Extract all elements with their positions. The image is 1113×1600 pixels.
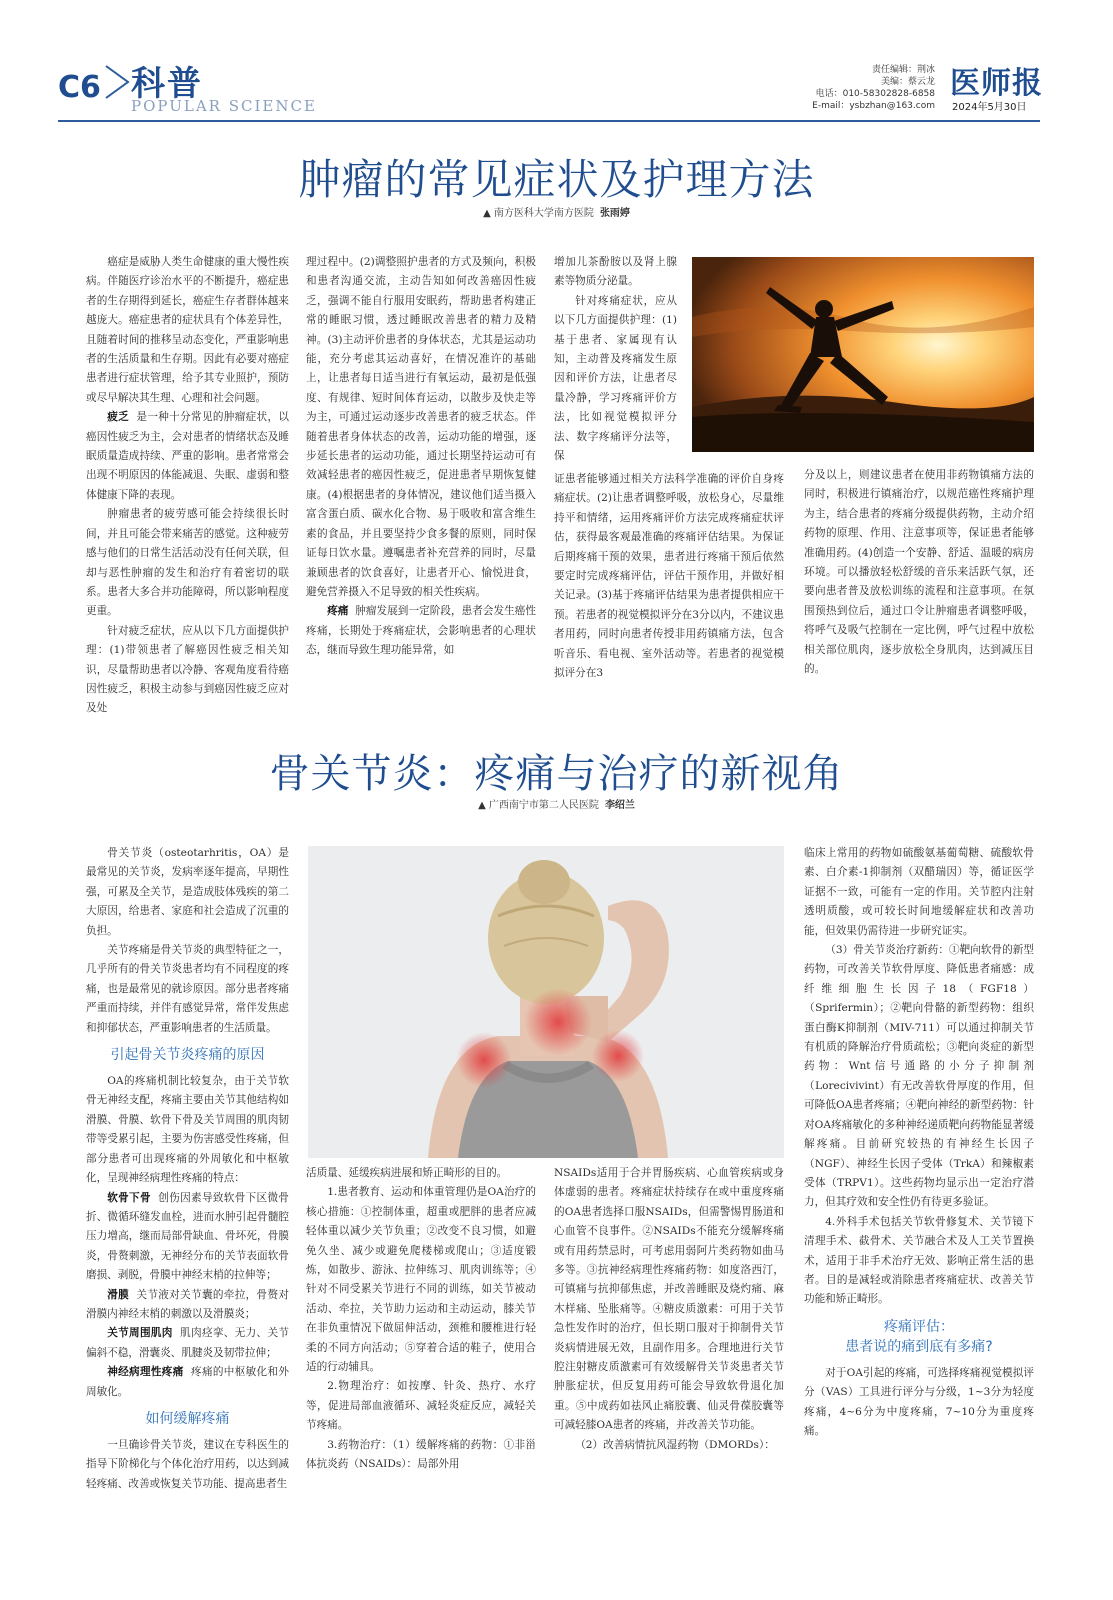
taichi-sunset-photo — [692, 257, 1034, 452]
article2-title: 骨关节炎：疼痛与治疗的新视角 — [269, 751, 844, 797]
page-number: C6 — [58, 70, 101, 105]
article2-byline — [0, 796, 1113, 811]
subheading-assessment: 疼痛评估： — [884, 1318, 954, 1335]
article1-column-3-top — [554, 253, 677, 466]
paper-logo: 医师报 — [950, 66, 1043, 101]
article1-column-1 — [86, 253, 289, 719]
paragraph: （2）改善病情抗风湿药物（DMORDs）： — [575, 1438, 775, 1451]
article1-column-2 — [306, 253, 536, 661]
article2-column-1 — [86, 844, 289, 1494]
article2-column-4 — [804, 844, 1034, 1441]
paragraph: （3）骨关节炎治疗新药：①靶向软骨的新型药物，可改善关节软骨厚度、降低患者痛感：成纤维细胞生长因子18（FGF18）（Sprifermin）；②靶向骨骼的新型药物：组织蛋白酶K抑制剂（MIV-711）可以通过抑制关节有机质的降解治疗骨质疏松；③靶向炎症的新型药物：Wnt信号通路的小分子抑制剂（Lorecivivint）有无改善软骨厚度的作用，但可降低OA患者疼痛；④靶向神经的新型药物：针对OA疼痛敏化的多种神经递质靶向药物能显著缓解疼痛。目前研究较热的有神经生长因子（NGF）、神经生长因子受体（TrkA）和辣椒素受体（TRPV1）。这些药物均显示出一定治疗潜力，但其疗效和安全性仍有待更多验证。 — [804, 944, 1034, 1209]
article1-byline — [0, 204, 1113, 219]
article1-column-4 — [804, 466, 1034, 679]
section-title: 科普 — [131, 64, 203, 104]
paragraph: 疼痛 肿瘤发展到一定阶段，患者会发生癌性疼痛，长期处于疼痛症状，会影响患者的心理状态，继而导致生理功能异常，如 — [306, 605, 536, 657]
article1-title: 肿瘤的常见症状及护理方法 — [298, 155, 815, 204]
neck-shoulder-pain-photo — [308, 846, 784, 1158]
subheading-relief: 如何缓解疼痛 — [145, 1410, 230, 1427]
paragraph: 疲乏 是一种十分常见的肿瘤症状，以癌因性疲乏为主，会对患者的情绪状态及睡眠质量造成持续、严重的影响。患者常常会出现不明原因的体能减退、失眠、虚弱和整体健康下降的表现。 — [86, 411, 289, 501]
header-rule — [58, 120, 1040, 122]
paragraph: 骨关节炎（osteotarhritis，OA）是最常见的关节炎，发病率逐年提高，早期性强，可累及全关节，是造成肢体残疾的第二大原因，给患者、家庭和社会造成了沉重的负担。 — [86, 847, 289, 937]
article2-column-2 — [306, 1164, 536, 1475]
paragraph: 一旦确诊骨关节炎，建议在专科医生的指导下阶梯化与个体化治疗用药，以达到减轻疼痛、改善或恢复关节功能、提高患者生 — [86, 1438, 289, 1490]
paragraph: 3.药物治疗：（1）缓解疼痛的药物：①非甾体抗炎药（NSAIDs）：局部外用 — [306, 1438, 536, 1471]
designer: 美编：蔡云龙 — [880, 77, 935, 87]
editor-info — [805, 64, 935, 112]
paragraph: 针对疼痛症状，应从以下几方面提供护理：(1)基于患者、家属现有认知，主动普及疼痛发生原因和评价方法，让患者尽量冷静，学习疼痛评价方法，比如视觉模拟评分法、数字疼痛评分法等，保 — [554, 294, 677, 463]
paragraph: NSAIDs适用于合并胃肠疾病、心血管疾病或身体虚弱的患者。疼痛症状持续存在或中重度疼痛的OA患者选择口服NSAIDs，但需警惕胃肠道和心血管不良事件。②NSAIDs不能充分缓解疼痛或有用药禁忌时，可考虑用弱阿片类药物如曲马多等。③抗神经病理性疼痛药物：如度洛西汀，可镇痛与抗抑郁焦虑，并改善睡眠及烧灼痛、麻木样痛、坠胀痛等。④糖皮质激素：可用于关节急性发作时的治疗，但长期口服对于抑制骨关节炎病情进展无效，且副作用多。合理地进行关节腔注射糖皮质激素可有效缓解骨关节炎患者关节肿胀症状，但反复用药可能会导致软骨退化加重。⑤中成药如祛风止痛胶囊、仙灵骨葆胶囊等可减轻膝OA患者的疼痛，并改善关节功能。 — [554, 1167, 784, 1432]
article2-column-3 — [554, 1164, 784, 1455]
paragraph: OA的疼痛机制比较复杂，由于关节软骨无神经支配，疼痛主要由关节其他结构如滑膜、骨膜、软骨下骨及关节周围的肌肉韧带等受累引起，主要为伤害感受性疼痛，但部分患者可出现疼痛的外周敏化和中枢敏化，呈现神经病理性疼痛的特点： — [86, 1075, 289, 1185]
lead-pain: 疼痛 — [327, 605, 349, 618]
byline-org: ▲ 南方医科大学南方医院 — [483, 208, 594, 219]
paragraph: 2.物理治疗：如按摩、针灸、热疗、水疗等，促进局部血液循环、减轻炎症反应，减轻关节疼痛。 — [306, 1380, 536, 1432]
paragraph: 神经病理性疼痛 疼痛的中枢敏化和外周敏化。 — [86, 1366, 289, 1398]
editor: 责任编辑：荆冰 — [871, 65, 935, 75]
byline-author: 李绍兰 — [604, 800, 635, 811]
section-title-en: POPULAR SCIENCE — [131, 97, 317, 115]
paragraph: 4.外科手术包括关节软骨修复术、关节镜下清理手术、截骨术、关节融合术及人工关节置换术，适用于非手术治疗无效、影响正常生活的患者。目的是减轻或消除患者疼痛症状、改善关节功能和矫正畸形。 — [804, 1215, 1034, 1306]
byline-org: ▲ 广西南宁市第二人民医院 — [478, 800, 599, 811]
email: E-mail：ysbzhan@163.com — [812, 101, 935, 111]
paragraph: 关节疼痛是骨关节炎的典型特征之一，几乎所有的骨关节炎患者均有不同程度的疼痛，也是最常见的就诊原因。部分患者疼痛严重而持续，并伴有感觉异常，常伴发焦虑和抑郁状态，严重影响患者的生活质量。 — [86, 944, 289, 1034]
phone: 电话：010-58302828-6858 — [815, 89, 935, 99]
paragraph: 软骨下骨 创伤因素导致软骨下区微骨折、微循环缝发血栓，进而水肿引起骨髓腔压力增高，继而局部骨缺血、骨坏死，骨膜炎，骨赘刺激，无神经分布的关节表面软骨磨损、剥脱，骨膜中神经末梢的拉伸等； — [86, 1191, 289, 1282]
paragraph: 证患者能够通过相关方法科学准确的评价自身疼痛症状。(2)让患者调整呼吸，放松身心，尽量维持平和情绪，运用疼痛评价方法完成疼痛症状评估，获得最客观最准确的疼痛评估结果。为保证后期疼痛干预的效果，患者进行疼痛干预后依然要定时完成疼痛评估，评估干预作用，并做好相关记录。(3)基于疼痛评估结果为患者提供相应干预。若患者的视觉模拟评分在3分以内，不建议患者用药，同时向患者传授非用药镇痛方法，包含听音乐、看电视、室外活动等。若患者的视觉模拟评分在3 — [554, 473, 784, 680]
paragraph: 理过程中。(2)调整照护患者的方式及频向，积极和患者沟通交流，主动告知如何改善癌因性疲乏，强调不能自行服用安眠药，帮助患者构建正常的睡眠习惯，透过睡眠改善患者的精力及精神。(3)主动评价患者的身体状态，尤其是运动功能，充分考虑其运动喜好，在情况准许的基础上，让患者每日适当进行有氧运动，最初是低强度、有规律、短时间体育运动，以散步及快走等为主，可通过运动逐步改善患者的疲乏状态。伴随着患者身体状态的改善，运动功能的增强，逐步延长患者的运动功能，通过长期坚持运动可有效减轻患者的癌因性疲乏，促进患者早期恢复健康。(4)根据患者的身体情况，建议他们适当摄入富含蛋白质、碳水化合物、易于吸收和富含维生素的食品，并且要坚持少食多餐的原则，同时保证每日饮水量。遵嘱患者补充营养的同时，尽量兼顾患者的饮食喜好，让患者开心、愉悦进食，避免营养摄入不足导致的相关性疾病。 — [306, 256, 536, 598]
paragraph: 活质量、延缓疾病进展和矫正畸形的目的。 — [306, 1167, 508, 1179]
paragraph: 针对疲乏症状，应从以下几方面提供护理：(1)带领患者了解癌因性疲乏相关知识，尽量帮助患者以冷静、客观角度看待癌因性疲乏，积极主动参与到癌因性疲乏应对及处 — [86, 624, 289, 715]
paragraph: 关节周围肌肉 肌肉痉挛、无力、关节偏斜不稳，滑囊炎、肌腱炎及韧带拉伸； — [86, 1327, 289, 1359]
paragraph: 1.患者教育、运动和体重管理仍是OA治疗的核心措施：①控制体重，超重或肥胖的患者应减轻体重以减少关节负重；②改变不良习惯，如避免久坐、减少或避免爬楼梯或爬山；③适度锻炼，如散步、游泳、拉伸练习、肌肉训练等；④针对不同受累关节进行不同的训练，如关节被动活动、牵拉，关节助力运动和主动运动，膝关节在非负重情况下做屈伸活动，颈椎和腰椎进行轻柔的不同方向活动；⑤穿着合适的鞋子，使用合适的行动辅具。 — [306, 1186, 536, 1374]
subheading-causes: 引起骨关节炎疼痛的原因 — [110, 1047, 265, 1064]
paragraph: 临床上常用的药物如硫酸氨基葡萄糖、硫酸软骨素、白介素-1抑制剂（双醋瑞因）等，循证医学证据不一致，可能有一定的作用。关节腔内注射透明质酸，或可较长时间地缓解症状和改善功能，但效果仍需待进一步研究证实。 — [804, 847, 1034, 937]
subheading-assessment-question: 患者说的痛到底有多痛? — [845, 1338, 993, 1355]
lead-fatigue: 疲乏 — [107, 411, 130, 424]
paragraph: 癌症是威胁人类生命健康的重大慢性疾病。伴随医疗诊治水平的不断提升，癌症患者的生存期得到延长，癌症生存者群体越来越庞大。癌症患者的症状具有个体差异性，且随着时间的推移呈动态变化，严重影响患者的生活质量和生存期。因此有必要对癌症患者进行症状管理，给予其专业照护，预防或尽早解决其生理、心理和社会问题。 — [86, 256, 289, 404]
article1-column-3-bottom — [554, 470, 784, 683]
paragraph: 肿瘤患者的疲劳感可能会持续很长时间，并且可能会带来痛苦的感觉。这种疲劳感与他们的日常生活活动没有任何关联，但却与恶性肿瘤的发生和治疗有着密切的联系。患者大多合并功能障碍，所以影响程度更重。 — [86, 508, 289, 618]
paragraph: 滑膜 关节液对关节囊的牵拉，骨赘对滑膜内神经末梢的刺激以及滑膜炎； — [86, 1288, 289, 1320]
paragraph: 增加儿茶酚胺以及肾上腺素等物质分泌量。 — [554, 256, 677, 288]
paragraph: 分及以上，则建议患者在使用非药物镇痛方法的同时，积极进行镇痛治疗，以规范癌性疼痛护理为主，结合患者的疼痛分级提供药物，主动介绍药物的原理、作用、注意事项等，保证患者能够准确用药。(4)创造一个安静、舒适、温暖的病房环境。可以播放轻松舒缓的音乐来活跃气氛，还要向患者普及放松训练的流程和注意事项。在氛围预热到位后，通过口令让肿瘤患者调整呼吸，将呼气及吸气控制在一定比例，呼气过程中放松相关部位肌肉，逐步放松全身肌肉，达到减压目的。 — [804, 469, 1034, 676]
issue-date: 2024年5月30日 — [952, 102, 1027, 113]
paragraph: 对于OA引起的疼痛，可选择疼痛视觉模拟评分（VAS）工具进行评分与分级，1~3分为轻度疼痛，4~6分为中度疼痛，7~10分为重度疼痛。 — [804, 1366, 1034, 1437]
byline-author: 张雨婷 — [599, 208, 630, 219]
